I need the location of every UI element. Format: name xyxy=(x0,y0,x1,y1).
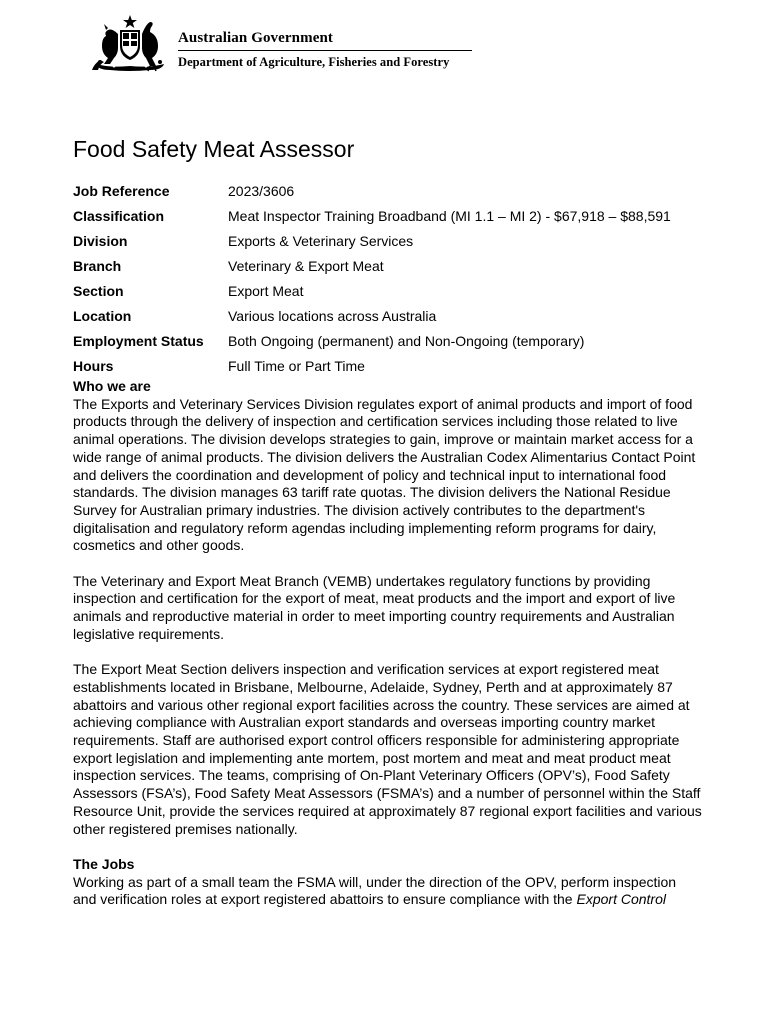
detail-row-branch xyxy=(73,254,713,279)
government-name: Australian Government xyxy=(178,30,334,46)
detail-row-location xyxy=(73,303,713,328)
detail-value: Full Time or Part Time xyxy=(228,357,365,374)
detail-label: Location xyxy=(73,307,132,324)
header-divider xyxy=(178,50,472,51)
detail-row-division xyxy=(73,229,713,254)
detail-row-job-reference xyxy=(73,179,713,204)
detail-label: Job Reference xyxy=(73,183,170,200)
detail-row-section xyxy=(73,279,713,304)
detail-label: Section xyxy=(73,283,124,299)
detail-label: Hours xyxy=(73,357,114,374)
detail-row-hours xyxy=(73,353,713,378)
paragraph-the-jobs xyxy=(73,874,703,909)
jobs-text-italic: Export Control xyxy=(576,891,666,908)
page-title: Food Safety Meat Assessor xyxy=(73,136,355,162)
job-details-table xyxy=(73,179,713,378)
detail-value: Exports & Veterinary Services xyxy=(228,233,414,250)
paragraph-branch: The Veterinary and Export Meat Branch (VEMB) undertakes regulatory functions by providing inspection and certification for the export of meat, meat products and the import and export of live animals and reproductive material in order to meet importing country requirements and Australian legislative requirements. xyxy=(73,572,676,642)
detail-value: Meat Inspector Training Broadband (MI 1.1 – MI 2) - $67,918 – $88,591 xyxy=(228,208,671,225)
detail-label: Branch xyxy=(73,258,122,275)
detail-label: Division xyxy=(73,233,128,250)
detail-value: Various locations across Australia xyxy=(228,307,437,324)
detail-label: Classification xyxy=(73,208,165,225)
detail-value: Veterinary & Export Meat xyxy=(228,258,384,275)
paragraph-division: The Exports and Veterinary Services Division regulates export of animal products and import of food products through the delivery of inspection and certification services including those related to live animal operations. The division develops strategies to gain, improve or maintain market access for a wide range of animal products. The division delivers the Australian Codex Alimentarius Contact Point and delivers the coordination and development of policy and technical input to international food standards. The division manages 63 tariff rate quotas. The division delivers the National Residue Survey for Australian primary industries. The division actively contributes to the department's digitalisation and regulatory reform agendas including implementing reform programs for dairy, cosmetics and other goods. xyxy=(73,395,696,554)
section-heading-the-jobs: The Jobs xyxy=(73,855,135,872)
detail-value: 2023/3606 xyxy=(228,183,295,200)
jobs-text: Working as part of a small team the FSMA will, under the direction of the OPV, perform inspection and verification roles at export registered abattoirs to ensure compliance with the xyxy=(73,873,677,908)
paragraph-section: The Export Meat Section delivers inspection and verification services at export registered meat establishments located in Brisbane, Melbourne, Adelaide, Sydney, Perth and at approximately 87 abattoirs and various other regional export facilities across the country. These services are aimed at achieving compliance with Australian export standards and overseas importing country market requirements. Staff are authorised export control officers responsible for administering appropriate export legislation and implementing ante mortem, post mortem and meat and meat product meat inspection services. The teams, comprising of On-Plant Veterinary Officers (OPV’s), Food Safety Assessors (FSA’s), Food Safety Meat Assessors (FSMA’s) and a number of personnel within the Staff Resource Unit, provide the services required at approximately 87 regional export facilities and various other registered premises nationally. xyxy=(73,661,702,837)
department-name: Department of Agriculture, Fisheries and Forestry xyxy=(178,55,450,69)
detail-row-employment-status xyxy=(73,328,713,353)
body-text xyxy=(73,378,703,927)
detail-row-classification xyxy=(73,204,713,229)
detail-label: Employment Status xyxy=(73,332,204,349)
detail-value: Both Ongoing (permanent) and Non-Ongoing (temporary) xyxy=(228,332,585,349)
detail-value: Export Meat xyxy=(228,283,304,299)
coat-of-arms-logo xyxy=(90,14,170,72)
section-heading-who-we-are: Who we are xyxy=(73,378,151,394)
